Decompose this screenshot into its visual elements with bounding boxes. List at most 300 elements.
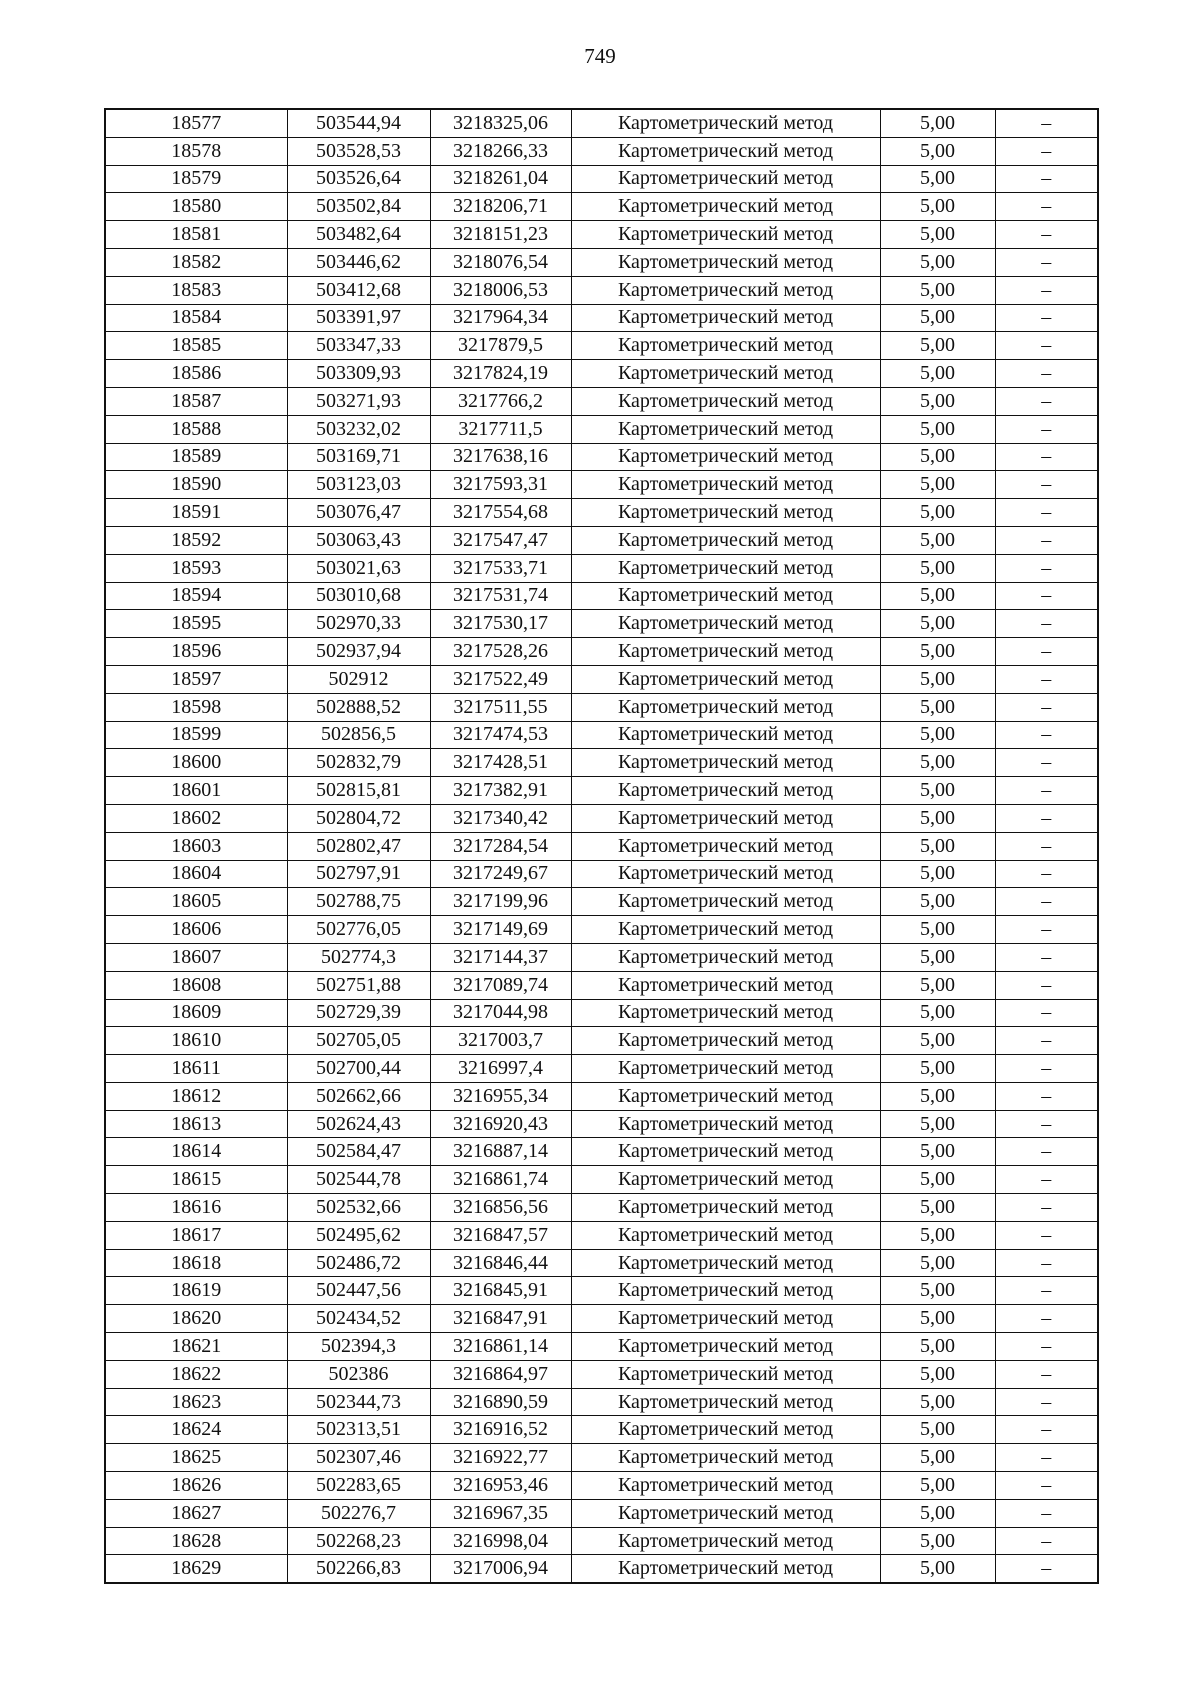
method-cell: Картометрический метод bbox=[571, 415, 880, 443]
table-row bbox=[105, 693, 1098, 721]
accuracy-cell: 5,00 bbox=[880, 943, 995, 971]
accuracy-cell: 5,00 bbox=[880, 1110, 995, 1138]
x-coordinate-cell: 503076,47 bbox=[287, 499, 430, 527]
method-cell: Картометрический метод bbox=[571, 916, 880, 944]
accuracy-cell: 5,00 bbox=[880, 749, 995, 777]
point-number-cell: 18588 bbox=[105, 415, 287, 443]
note-cell: – bbox=[995, 1055, 1098, 1083]
note-cell: – bbox=[995, 777, 1098, 805]
x-coordinate-cell: 502313,51 bbox=[287, 1416, 430, 1444]
note-cell: – bbox=[995, 1027, 1098, 1055]
method-cell: Картометрический метод bbox=[571, 1472, 880, 1500]
x-coordinate-cell: 503271,93 bbox=[287, 387, 430, 415]
table-row bbox=[105, 1194, 1098, 1222]
accuracy-cell: 5,00 bbox=[880, 1416, 995, 1444]
point-number-cell: 18583 bbox=[105, 276, 287, 304]
table-row bbox=[105, 499, 1098, 527]
accuracy-cell: 5,00 bbox=[880, 1472, 995, 1500]
y-coordinate-cell: 3216953,46 bbox=[430, 1472, 571, 1500]
note-cell: – bbox=[995, 443, 1098, 471]
point-number-cell: 18606 bbox=[105, 916, 287, 944]
note-cell: – bbox=[995, 1444, 1098, 1472]
accuracy-cell: 5,00 bbox=[880, 1249, 995, 1277]
method-cell: Картометрический метод bbox=[571, 360, 880, 388]
table-row bbox=[105, 109, 1098, 137]
x-coordinate-cell: 502307,46 bbox=[287, 1444, 430, 1472]
x-coordinate-cell: 502447,56 bbox=[287, 1277, 430, 1305]
method-cell: Картометрический метод bbox=[571, 749, 880, 777]
note-cell: – bbox=[995, 582, 1098, 610]
accuracy-cell: 5,00 bbox=[880, 888, 995, 916]
accuracy-cell: 5,00 bbox=[880, 304, 995, 332]
x-coordinate-cell: 503021,63 bbox=[287, 554, 430, 582]
table-row bbox=[105, 1055, 1098, 1083]
table-row bbox=[105, 221, 1098, 249]
x-coordinate-cell: 502700,44 bbox=[287, 1055, 430, 1083]
page-number: 749 bbox=[584, 44, 616, 68]
x-coordinate-cell: 502495,62 bbox=[287, 1221, 430, 1249]
accuracy-cell: 5,00 bbox=[880, 1333, 995, 1361]
accuracy-cell: 5,00 bbox=[880, 1555, 995, 1583]
point-number-cell: 18614 bbox=[105, 1138, 287, 1166]
x-coordinate-cell: 502344,73 bbox=[287, 1388, 430, 1416]
y-coordinate-cell: 3216955,34 bbox=[430, 1082, 571, 1110]
accuracy-cell: 5,00 bbox=[880, 832, 995, 860]
accuracy-cell: 5,00 bbox=[880, 1277, 995, 1305]
y-coordinate-cell: 3217284,54 bbox=[430, 832, 571, 860]
note-cell: – bbox=[995, 1194, 1098, 1222]
y-coordinate-cell: 3217249,67 bbox=[430, 860, 571, 888]
table-row bbox=[105, 276, 1098, 304]
method-cell: Картометрический метод bbox=[571, 1555, 880, 1583]
x-coordinate-cell: 502776,05 bbox=[287, 916, 430, 944]
accuracy-cell: 5,00 bbox=[880, 1221, 995, 1249]
point-number-cell: 18624 bbox=[105, 1416, 287, 1444]
note-cell: – bbox=[995, 1416, 1098, 1444]
accuracy-cell: 5,00 bbox=[880, 165, 995, 193]
x-coordinate-cell: 502888,52 bbox=[287, 693, 430, 721]
method-cell: Картометрический метод bbox=[571, 1360, 880, 1388]
y-coordinate-cell: 3217879,5 bbox=[430, 332, 571, 360]
method-cell: Картометрический метод bbox=[571, 693, 880, 721]
point-number-cell: 18616 bbox=[105, 1194, 287, 1222]
method-cell: Картометрический метод bbox=[571, 610, 880, 638]
note-cell: – bbox=[995, 165, 1098, 193]
point-number-cell: 18590 bbox=[105, 471, 287, 499]
point-number-cell: 18612 bbox=[105, 1082, 287, 1110]
y-coordinate-cell: 3217522,49 bbox=[430, 665, 571, 693]
x-coordinate-cell: 503544,94 bbox=[287, 109, 430, 137]
table-row bbox=[105, 804, 1098, 832]
method-cell: Картометрический метод bbox=[571, 804, 880, 832]
table-row bbox=[105, 1472, 1098, 1500]
point-number-cell: 18613 bbox=[105, 1110, 287, 1138]
table-row bbox=[105, 777, 1098, 805]
accuracy-cell: 5,00 bbox=[880, 360, 995, 388]
y-coordinate-cell: 3217144,37 bbox=[430, 943, 571, 971]
y-coordinate-cell: 3218325,06 bbox=[430, 109, 571, 137]
accuracy-cell: 5,00 bbox=[880, 1082, 995, 1110]
method-cell: Картометрический метод bbox=[571, 1027, 880, 1055]
point-number-cell: 18580 bbox=[105, 193, 287, 221]
x-coordinate-cell: 503063,43 bbox=[287, 526, 430, 554]
x-coordinate-cell: 503528,53 bbox=[287, 137, 430, 165]
table-row bbox=[105, 582, 1098, 610]
method-cell: Картометрический метод bbox=[571, 1249, 880, 1277]
accuracy-cell: 5,00 bbox=[880, 999, 995, 1027]
accuracy-cell: 5,00 bbox=[880, 137, 995, 165]
accuracy-cell: 5,00 bbox=[880, 499, 995, 527]
accuracy-cell: 5,00 bbox=[880, 860, 995, 888]
y-coordinate-cell: 3216916,52 bbox=[430, 1416, 571, 1444]
y-coordinate-cell: 3217528,26 bbox=[430, 638, 571, 666]
accuracy-cell: 5,00 bbox=[880, 804, 995, 832]
y-coordinate-cell: 3216922,77 bbox=[430, 1444, 571, 1472]
y-coordinate-cell: 3217382,91 bbox=[430, 777, 571, 805]
table-row bbox=[105, 332, 1098, 360]
method-cell: Картометрический метод bbox=[571, 332, 880, 360]
x-coordinate-cell: 502266,83 bbox=[287, 1555, 430, 1583]
accuracy-cell: 5,00 bbox=[880, 471, 995, 499]
note-cell: – bbox=[995, 1388, 1098, 1416]
note-cell: – bbox=[995, 1110, 1098, 1138]
x-coordinate-cell: 502532,66 bbox=[287, 1194, 430, 1222]
point-number-cell: 18595 bbox=[105, 610, 287, 638]
point-number-cell: 18577 bbox=[105, 109, 287, 137]
table-row bbox=[105, 1082, 1098, 1110]
table-row bbox=[105, 610, 1098, 638]
table-row bbox=[105, 415, 1098, 443]
y-coordinate-cell: 3218206,71 bbox=[430, 193, 571, 221]
accuracy-cell: 5,00 bbox=[880, 1444, 995, 1472]
table-row bbox=[105, 943, 1098, 971]
coordinates-table-body bbox=[105, 109, 1098, 1583]
accuracy-cell: 5,00 bbox=[880, 721, 995, 749]
point-number-cell: 18611 bbox=[105, 1055, 287, 1083]
point-number-cell: 18619 bbox=[105, 1277, 287, 1305]
y-coordinate-cell: 3217044,98 bbox=[430, 999, 571, 1027]
point-number-cell: 18587 bbox=[105, 387, 287, 415]
note-cell: – bbox=[995, 360, 1098, 388]
point-number-cell: 18615 bbox=[105, 1166, 287, 1194]
x-coordinate-cell: 502268,23 bbox=[287, 1527, 430, 1555]
point-number-cell: 18627 bbox=[105, 1499, 287, 1527]
x-coordinate-cell: 502751,88 bbox=[287, 971, 430, 999]
table-row bbox=[105, 193, 1098, 221]
table-row bbox=[105, 860, 1098, 888]
y-coordinate-cell: 3216856,56 bbox=[430, 1194, 571, 1222]
point-number-cell: 18601 bbox=[105, 777, 287, 805]
y-coordinate-cell: 3217964,34 bbox=[430, 304, 571, 332]
accuracy-cell: 5,00 bbox=[880, 526, 995, 554]
x-coordinate-cell: 502912 bbox=[287, 665, 430, 693]
table-row bbox=[105, 1138, 1098, 1166]
note-cell: – bbox=[995, 999, 1098, 1027]
table-row bbox=[105, 1110, 1098, 1138]
x-coordinate-cell: 503482,64 bbox=[287, 221, 430, 249]
method-cell: Картометрический метод bbox=[571, 137, 880, 165]
method-cell: Картометрический метод bbox=[571, 1416, 880, 1444]
x-coordinate-cell: 502788,75 bbox=[287, 888, 430, 916]
x-coordinate-cell: 502856,5 bbox=[287, 721, 430, 749]
point-number-cell: 18586 bbox=[105, 360, 287, 388]
table-row bbox=[105, 165, 1098, 193]
method-cell: Картометрический метод bbox=[571, 1277, 880, 1305]
y-coordinate-cell: 3217511,55 bbox=[430, 693, 571, 721]
point-number-cell: 18620 bbox=[105, 1305, 287, 1333]
note-cell: – bbox=[995, 109, 1098, 137]
accuracy-cell: 5,00 bbox=[880, 971, 995, 999]
point-number-cell: 18602 bbox=[105, 804, 287, 832]
accuracy-cell: 5,00 bbox=[880, 554, 995, 582]
x-coordinate-cell: 502394,3 bbox=[287, 1333, 430, 1361]
x-coordinate-cell: 503347,33 bbox=[287, 332, 430, 360]
x-coordinate-cell: 503391,97 bbox=[287, 304, 430, 332]
y-coordinate-cell: 3216890,59 bbox=[430, 1388, 571, 1416]
x-coordinate-cell: 502624,43 bbox=[287, 1110, 430, 1138]
point-number-cell: 18585 bbox=[105, 332, 287, 360]
x-coordinate-cell: 503169,71 bbox=[287, 443, 430, 471]
note-cell: – bbox=[995, 193, 1098, 221]
x-coordinate-cell: 503526,64 bbox=[287, 165, 430, 193]
point-number-cell: 18599 bbox=[105, 721, 287, 749]
note-cell: – bbox=[995, 1166, 1098, 1194]
note-cell: – bbox=[995, 1277, 1098, 1305]
note-cell: – bbox=[995, 415, 1098, 443]
table-row bbox=[105, 665, 1098, 693]
table-row bbox=[105, 888, 1098, 916]
table-row bbox=[105, 1499, 1098, 1527]
point-number-cell: 18609 bbox=[105, 999, 287, 1027]
note-cell: – bbox=[995, 499, 1098, 527]
note-cell: – bbox=[995, 304, 1098, 332]
note-cell: – bbox=[995, 721, 1098, 749]
x-coordinate-cell: 502797,91 bbox=[287, 860, 430, 888]
y-coordinate-cell: 3216997,4 bbox=[430, 1055, 571, 1083]
accuracy-cell: 5,00 bbox=[880, 1194, 995, 1222]
table-row bbox=[105, 1305, 1098, 1333]
y-coordinate-cell: 3216861,14 bbox=[430, 1333, 571, 1361]
point-number-cell: 18626 bbox=[105, 1472, 287, 1500]
accuracy-cell: 5,00 bbox=[880, 1138, 995, 1166]
accuracy-cell: 5,00 bbox=[880, 1388, 995, 1416]
y-coordinate-cell: 3217766,2 bbox=[430, 387, 571, 415]
table-row bbox=[105, 999, 1098, 1027]
x-coordinate-cell: 502705,05 bbox=[287, 1027, 430, 1055]
x-coordinate-cell: 502434,52 bbox=[287, 1305, 430, 1333]
note-cell: – bbox=[995, 1555, 1098, 1583]
x-coordinate-cell: 502774,3 bbox=[287, 943, 430, 971]
y-coordinate-cell: 3216847,91 bbox=[430, 1305, 571, 1333]
accuracy-cell: 5,00 bbox=[880, 109, 995, 137]
accuracy-cell: 5,00 bbox=[880, 582, 995, 610]
method-cell: Картометрический метод bbox=[571, 471, 880, 499]
note-cell: – bbox=[995, 638, 1098, 666]
table-row bbox=[105, 721, 1098, 749]
note-cell: – bbox=[995, 860, 1098, 888]
note-cell: – bbox=[995, 137, 1098, 165]
point-number-cell: 18607 bbox=[105, 943, 287, 971]
method-cell: Картометрический метод bbox=[571, 499, 880, 527]
note-cell: – bbox=[995, 248, 1098, 276]
point-number-cell: 18578 bbox=[105, 137, 287, 165]
accuracy-cell: 5,00 bbox=[880, 332, 995, 360]
point-number-cell: 18589 bbox=[105, 443, 287, 471]
accuracy-cell: 5,00 bbox=[880, 248, 995, 276]
point-number-cell: 18610 bbox=[105, 1027, 287, 1055]
y-coordinate-cell: 3217531,74 bbox=[430, 582, 571, 610]
accuracy-cell: 5,00 bbox=[880, 1166, 995, 1194]
point-number-cell: 18582 bbox=[105, 248, 287, 276]
method-cell: Картометрический метод bbox=[571, 888, 880, 916]
y-coordinate-cell: 3218076,54 bbox=[430, 248, 571, 276]
note-cell: – bbox=[995, 804, 1098, 832]
table-row bbox=[105, 554, 1098, 582]
x-coordinate-cell: 503309,93 bbox=[287, 360, 430, 388]
point-number-cell: 18593 bbox=[105, 554, 287, 582]
note-cell: – bbox=[995, 276, 1098, 304]
table-row bbox=[105, 749, 1098, 777]
note-cell: – bbox=[995, 1082, 1098, 1110]
y-coordinate-cell: 3218006,53 bbox=[430, 276, 571, 304]
table-row bbox=[105, 1416, 1098, 1444]
note-cell: – bbox=[995, 332, 1098, 360]
note-cell: – bbox=[995, 665, 1098, 693]
note-cell: – bbox=[995, 1249, 1098, 1277]
y-coordinate-cell: 3217474,53 bbox=[430, 721, 571, 749]
y-coordinate-cell: 3216847,57 bbox=[430, 1221, 571, 1249]
table-row bbox=[105, 1527, 1098, 1555]
point-number-cell: 18628 bbox=[105, 1527, 287, 1555]
method-cell: Картометрический метод bbox=[571, 777, 880, 805]
y-coordinate-cell: 3216864,97 bbox=[430, 1360, 571, 1388]
y-coordinate-cell: 3218261,04 bbox=[430, 165, 571, 193]
point-number-cell: 18618 bbox=[105, 1249, 287, 1277]
accuracy-cell: 5,00 bbox=[880, 693, 995, 721]
method-cell: Картометрический метод bbox=[571, 554, 880, 582]
point-number-cell: 18605 bbox=[105, 888, 287, 916]
accuracy-cell: 5,00 bbox=[880, 916, 995, 944]
accuracy-cell: 5,00 bbox=[880, 276, 995, 304]
note-cell: – bbox=[995, 971, 1098, 999]
x-coordinate-cell: 503010,68 bbox=[287, 582, 430, 610]
x-coordinate-cell: 502802,47 bbox=[287, 832, 430, 860]
y-coordinate-cell: 3216920,43 bbox=[430, 1110, 571, 1138]
table-row bbox=[105, 1027, 1098, 1055]
method-cell: Картометрический метод bbox=[571, 165, 880, 193]
y-coordinate-cell: 3217149,69 bbox=[430, 916, 571, 944]
method-cell: Картометрический метод bbox=[571, 721, 880, 749]
table-row bbox=[105, 526, 1098, 554]
x-coordinate-cell: 502544,78 bbox=[287, 1166, 430, 1194]
y-coordinate-cell: 3217711,5 bbox=[430, 415, 571, 443]
table-row bbox=[105, 304, 1098, 332]
x-coordinate-cell: 502584,47 bbox=[287, 1138, 430, 1166]
point-number-cell: 18596 bbox=[105, 638, 287, 666]
y-coordinate-cell: 3217638,16 bbox=[430, 443, 571, 471]
method-cell: Картометрический метод bbox=[571, 943, 880, 971]
note-cell: – bbox=[995, 221, 1098, 249]
x-coordinate-cell: 502815,81 bbox=[287, 777, 430, 805]
y-coordinate-cell: 3217593,31 bbox=[430, 471, 571, 499]
method-cell: Картометрический метод bbox=[571, 304, 880, 332]
accuracy-cell: 5,00 bbox=[880, 638, 995, 666]
note-cell: – bbox=[995, 832, 1098, 860]
note-cell: – bbox=[995, 943, 1098, 971]
table-row bbox=[105, 1249, 1098, 1277]
accuracy-cell: 5,00 bbox=[880, 665, 995, 693]
table-row bbox=[105, 1388, 1098, 1416]
x-coordinate-cell: 502662,66 bbox=[287, 1082, 430, 1110]
y-coordinate-cell: 3218151,23 bbox=[430, 221, 571, 249]
x-coordinate-cell: 503232,02 bbox=[287, 415, 430, 443]
method-cell: Картометрический метод bbox=[571, 443, 880, 471]
table-row bbox=[105, 916, 1098, 944]
note-cell: – bbox=[995, 1472, 1098, 1500]
table-row bbox=[105, 1555, 1098, 1583]
point-number-cell: 18579 bbox=[105, 165, 287, 193]
method-cell: Картометрический метод bbox=[571, 1166, 880, 1194]
method-cell: Картометрический метод bbox=[571, 1527, 880, 1555]
accuracy-cell: 5,00 bbox=[880, 443, 995, 471]
accuracy-cell: 5,00 bbox=[880, 415, 995, 443]
method-cell: Картометрический метод bbox=[571, 248, 880, 276]
note-cell: – bbox=[995, 1527, 1098, 1555]
y-coordinate-cell: 3216861,74 bbox=[430, 1166, 571, 1194]
method-cell: Картометрический метод bbox=[571, 971, 880, 999]
y-coordinate-cell: 3216845,91 bbox=[430, 1277, 571, 1305]
x-coordinate-cell: 503446,62 bbox=[287, 248, 430, 276]
y-coordinate-cell: 3217547,47 bbox=[430, 526, 571, 554]
x-coordinate-cell: 502386 bbox=[287, 1360, 430, 1388]
point-number-cell: 18592 bbox=[105, 526, 287, 554]
method-cell: Картометрический метод bbox=[571, 1055, 880, 1083]
note-cell: – bbox=[995, 693, 1098, 721]
method-cell: Картометрический метод bbox=[571, 665, 880, 693]
point-number-cell: 18581 bbox=[105, 221, 287, 249]
note-cell: – bbox=[995, 916, 1098, 944]
point-number-cell: 18597 bbox=[105, 665, 287, 693]
table-row bbox=[105, 248, 1098, 276]
accuracy-cell: 5,00 bbox=[880, 193, 995, 221]
note-cell: – bbox=[995, 749, 1098, 777]
method-cell: Картометрический метод bbox=[571, 1194, 880, 1222]
y-coordinate-cell: 3217199,96 bbox=[430, 888, 571, 916]
method-cell: Картометрический метод bbox=[571, 221, 880, 249]
point-number-cell: 18604 bbox=[105, 860, 287, 888]
table-row bbox=[105, 387, 1098, 415]
table-row bbox=[105, 1166, 1098, 1194]
table-row bbox=[105, 1444, 1098, 1472]
method-cell: Картометрический метод bbox=[571, 1305, 880, 1333]
note-cell: – bbox=[995, 387, 1098, 415]
y-coordinate-cell: 3216998,04 bbox=[430, 1527, 571, 1555]
y-coordinate-cell: 3217530,17 bbox=[430, 610, 571, 638]
x-coordinate-cell: 502804,72 bbox=[287, 804, 430, 832]
note-cell: – bbox=[995, 471, 1098, 499]
y-coordinate-cell: 3218266,33 bbox=[430, 137, 571, 165]
x-coordinate-cell: 502970,33 bbox=[287, 610, 430, 638]
table-row bbox=[105, 443, 1098, 471]
table-row bbox=[105, 360, 1098, 388]
method-cell: Картометрический метод bbox=[571, 832, 880, 860]
table-row bbox=[105, 638, 1098, 666]
method-cell: Картометрический метод bbox=[571, 109, 880, 137]
method-cell: Картометрический метод bbox=[571, 1082, 880, 1110]
accuracy-cell: 5,00 bbox=[880, 610, 995, 638]
y-coordinate-cell: 3217340,42 bbox=[430, 804, 571, 832]
coordinates-table bbox=[104, 108, 1099, 1584]
